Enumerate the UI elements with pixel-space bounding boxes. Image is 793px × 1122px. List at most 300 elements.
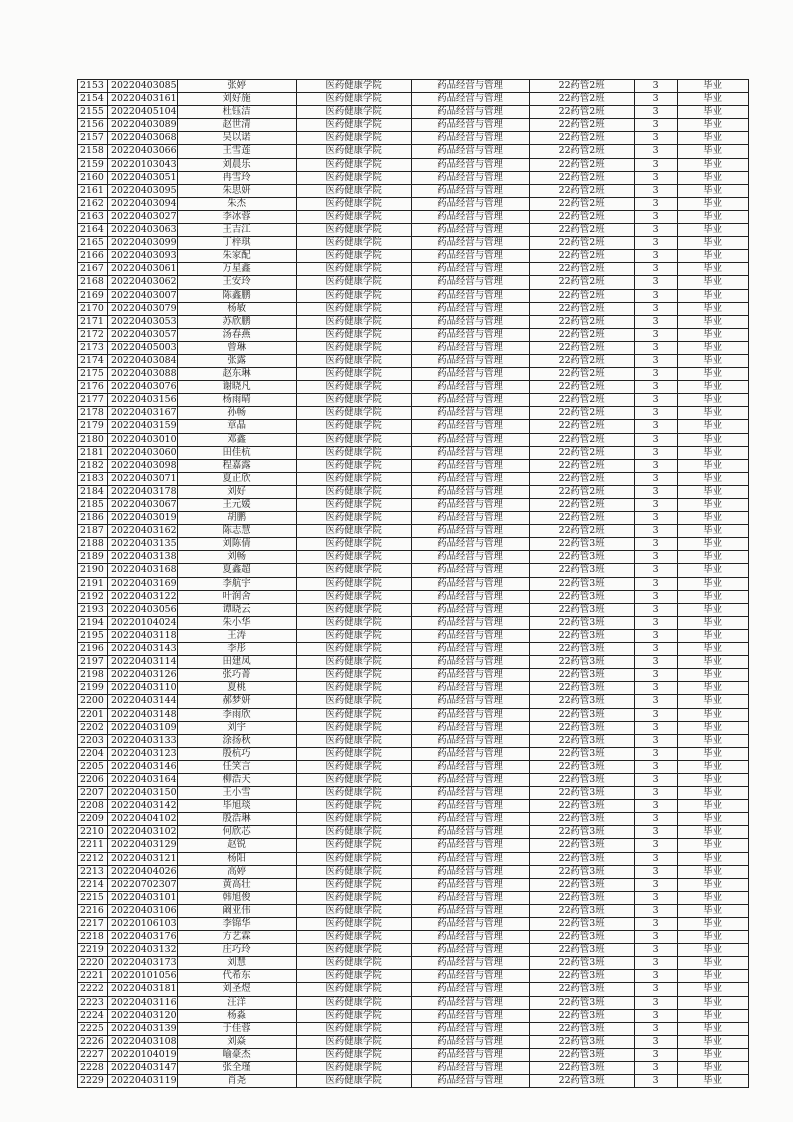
student-name-cell: 杜钰洁 (177, 106, 296, 119)
class-name-cell: 22药管2班 (529, 289, 634, 302)
graduation-status-cell: 毕业 (677, 787, 748, 800)
study-years-cell: 3 (634, 394, 677, 407)
study-years-cell: 3 (634, 276, 677, 289)
class-name-cell: 22药管3班 (529, 577, 634, 590)
row-number-cell: 2227 (78, 1048, 108, 1061)
college-cell: 医药健康学院 (296, 512, 411, 525)
major-cell: 药品经营与管理 (411, 603, 529, 616)
student-name-cell: 王小雪 (177, 787, 296, 800)
college-cell: 医药健康学院 (296, 760, 411, 773)
graduation-status-cell: 毕业 (677, 773, 748, 786)
college-cell: 医药健康学院 (296, 787, 411, 800)
row-number-cell: 2213 (78, 865, 108, 878)
major-cell: 药品经营与管理 (411, 237, 529, 250)
table-row (78, 957, 749, 970)
table-row (78, 197, 749, 210)
study-years-cell: 3 (634, 171, 677, 184)
college-cell: 医药健康学院 (296, 93, 411, 106)
student-id-cell: 20220403159 (108, 420, 178, 433)
graduation-status-cell: 毕业 (677, 446, 748, 459)
student-id-cell: 20220403106 (108, 904, 178, 917)
class-name-cell: 22药管3班 (529, 904, 634, 917)
major-cell: 药品经营与管理 (411, 80, 529, 93)
student-id-cell: 20220403101 (108, 891, 178, 904)
study-years-cell: 3 (634, 682, 677, 695)
table-row (78, 119, 749, 132)
major-cell: 药品经营与管理 (411, 944, 529, 957)
major-cell: 药品经营与管理 (411, 1075, 529, 1088)
study-years-cell: 3 (634, 931, 677, 944)
study-years-cell: 3 (634, 224, 677, 237)
graduation-status-cell: 毕业 (677, 931, 748, 944)
row-number-cell: 2162 (78, 197, 108, 210)
table-row (78, 158, 749, 171)
class-name-cell: 22药管2班 (529, 499, 634, 512)
row-number-cell: 2184 (78, 485, 108, 498)
graduation-status-cell: 毕业 (677, 1075, 748, 1088)
class-name-cell: 22药管3班 (529, 564, 634, 577)
row-number-cell: 2193 (78, 603, 108, 616)
student-id-cell: 20220403119 (108, 1075, 178, 1088)
row-number-cell: 2189 (78, 551, 108, 564)
study-years-cell: 3 (634, 119, 677, 132)
table-row (78, 512, 749, 525)
student-id-cell: 20220403178 (108, 485, 178, 498)
table-row (78, 184, 749, 197)
row-number-cell: 2159 (78, 158, 108, 171)
table-row (78, 839, 749, 852)
college-cell: 医药健康学院 (296, 80, 411, 93)
student-name-cell: 苏欣鹏 (177, 315, 296, 328)
student-id-cell: 20220403132 (108, 944, 178, 957)
study-years-cell: 3 (634, 106, 677, 119)
class-name-cell: 22药管3班 (529, 800, 634, 813)
major-cell: 药品经营与管理 (411, 263, 529, 276)
major-cell: 药品经营与管理 (411, 93, 529, 106)
college-cell: 医药健康学院 (296, 420, 411, 433)
college-cell: 医药健康学院 (296, 931, 411, 944)
class-name-cell: 22药管2班 (529, 512, 634, 525)
graduation-status-cell: 毕业 (677, 394, 748, 407)
major-cell: 药品经营与管理 (411, 276, 529, 289)
class-name-cell: 22药管3班 (529, 747, 634, 760)
class-name-cell: 22药管3班 (529, 1022, 634, 1035)
college-cell: 医药健康学院 (296, 957, 411, 970)
college-cell: 医药健康学院 (296, 197, 411, 210)
graduation-status-cell: 毕业 (677, 603, 748, 616)
row-number-cell: 2178 (78, 407, 108, 420)
class-name-cell: 22药管2班 (529, 315, 634, 328)
graduation-status-cell: 毕业 (677, 433, 748, 446)
student-name-cell: 夏鑫超 (177, 564, 296, 577)
table-row (78, 354, 749, 367)
graduation-status-cell: 毕业 (677, 106, 748, 119)
row-number-cell: 2182 (78, 459, 108, 472)
student-id-cell: 20220403109 (108, 721, 178, 734)
class-name-cell: 22药管2班 (529, 446, 634, 459)
graduation-status-cell: 毕业 (677, 1048, 748, 1061)
student-id-cell: 20220403060 (108, 446, 178, 459)
row-number-cell: 2194 (78, 616, 108, 629)
row-number-cell: 2199 (78, 682, 108, 695)
college-cell: 医药健康学院 (296, 472, 411, 485)
student-name-cell: 涂扬秋 (177, 734, 296, 747)
class-name-cell: 22药管3班 (529, 669, 634, 682)
college-cell: 医药健康学院 (296, 224, 411, 237)
study-years-cell: 3 (634, 263, 677, 276)
study-years-cell: 3 (634, 381, 677, 394)
study-years-cell: 3 (634, 957, 677, 970)
row-number-cell: 2214 (78, 878, 108, 891)
row-number-cell: 2177 (78, 394, 108, 407)
study-years-cell: 3 (634, 210, 677, 223)
graduation-status-cell: 毕业 (677, 826, 748, 839)
study-years-cell: 3 (634, 485, 677, 498)
graduation-status-cell: 毕业 (677, 918, 748, 931)
student-id-cell: 20220403084 (108, 354, 178, 367)
student-id-cell: 20220403110 (108, 682, 178, 695)
graduation-status-cell: 毕业 (677, 289, 748, 302)
student-id-cell: 20220405003 (108, 341, 178, 354)
class-name-cell: 22药管3班 (529, 734, 634, 747)
student-id-cell: 20220403150 (108, 787, 178, 800)
study-years-cell: 3 (634, 1035, 677, 1048)
student-name-cell: 谭晓云 (177, 603, 296, 616)
table-row (78, 1062, 749, 1075)
row-number-cell: 2174 (78, 354, 108, 367)
table-row (78, 826, 749, 839)
table-row (78, 315, 749, 328)
table-row (78, 787, 749, 800)
student-id-cell: 20220101056 (108, 970, 178, 983)
major-cell: 药品经营与管理 (411, 525, 529, 538)
table-row (78, 747, 749, 760)
student-id-cell: 20220403068 (108, 132, 178, 145)
graduation-status-cell: 毕业 (677, 747, 748, 760)
table-row (78, 878, 749, 891)
student-name-cell: 庄巧玲 (177, 944, 296, 957)
table-row (78, 368, 749, 381)
major-cell: 药品经营与管理 (411, 210, 529, 223)
class-name-cell: 22药管3班 (529, 787, 634, 800)
table-row (78, 433, 749, 446)
student-name-cell: 王涛 (177, 629, 296, 642)
student-name-cell: 黄高壮 (177, 878, 296, 891)
study-years-cell: 3 (634, 747, 677, 760)
study-years-cell: 3 (634, 800, 677, 813)
row-number-cell: 2219 (78, 944, 108, 957)
table-row (78, 656, 749, 669)
student-name-cell: 于佳蓉 (177, 1022, 296, 1035)
student-id-cell: 20220403133 (108, 734, 178, 747)
college-cell: 医药健康学院 (296, 171, 411, 184)
graduation-status-cell: 毕业 (677, 263, 748, 276)
student-name-cell: 汪洋 (177, 996, 296, 1009)
class-name-cell: 22药管2班 (529, 210, 634, 223)
major-cell: 药品经营与管理 (411, 302, 529, 315)
graduation-status-cell: 毕业 (677, 538, 748, 551)
major-cell: 药品经营与管理 (411, 656, 529, 669)
table-row (78, 813, 749, 826)
table-row (78, 420, 749, 433)
graduation-status-cell: 毕业 (677, 459, 748, 472)
major-cell: 药品经营与管理 (411, 931, 529, 944)
graduation-status-cell: 毕业 (677, 472, 748, 485)
college-cell: 医药健康学院 (296, 407, 411, 420)
study-years-cell: 3 (634, 983, 677, 996)
student-name-cell: 夏正欣 (177, 472, 296, 485)
study-years-cell: 3 (634, 669, 677, 682)
college-cell: 医药健康学院 (296, 603, 411, 616)
college-cell: 医药健康学院 (296, 734, 411, 747)
table-row (78, 302, 749, 315)
student-id-cell: 20220403169 (108, 577, 178, 590)
college-cell: 医药健康学院 (296, 747, 411, 760)
row-number-cell: 2185 (78, 499, 108, 512)
study-years-cell: 3 (634, 145, 677, 158)
college-cell: 医药健康学院 (296, 381, 411, 394)
row-number-cell: 2191 (78, 577, 108, 590)
study-years-cell: 3 (634, 512, 677, 525)
table-row (78, 237, 749, 250)
study-years-cell: 3 (634, 368, 677, 381)
table-row (78, 106, 749, 119)
college-cell: 医药健康学院 (296, 839, 411, 852)
class-name-cell: 22药管2班 (529, 237, 634, 250)
class-name-cell: 22药管2班 (529, 394, 634, 407)
graduation-status-cell: 毕业 (677, 878, 748, 891)
graduation-status-cell: 毕业 (677, 80, 748, 93)
study-years-cell: 3 (634, 891, 677, 904)
class-name-cell: 22药管2班 (529, 276, 634, 289)
student-name-cell: 张全瑾 (177, 1062, 296, 1075)
college-cell: 医药健康学院 (296, 721, 411, 734)
row-number-cell: 2216 (78, 904, 108, 917)
study-years-cell: 3 (634, 760, 677, 773)
major-cell: 药品经营与管理 (411, 616, 529, 629)
class-name-cell: 22药管3班 (529, 983, 634, 996)
student-id-cell: 20220403079 (108, 302, 178, 315)
student-id-cell: 20220403089 (108, 119, 178, 132)
student-id-cell: 20220403076 (108, 381, 178, 394)
graduation-status-cell: 毕业 (677, 1062, 748, 1075)
study-years-cell: 3 (634, 826, 677, 839)
graduation-status-cell: 毕业 (677, 708, 748, 721)
major-cell: 药品经营与管理 (411, 708, 529, 721)
major-cell: 药品经营与管理 (411, 747, 529, 760)
table-row (78, 760, 749, 773)
study-years-cell: 3 (634, 590, 677, 603)
college-cell: 医药健康学院 (296, 158, 411, 171)
major-cell: 药品经营与管理 (411, 996, 529, 1009)
student-name-cell: 高婷 (177, 865, 296, 878)
graduation-status-cell: 毕业 (677, 224, 748, 237)
study-years-cell: 3 (634, 656, 677, 669)
class-name-cell: 22药管2班 (529, 93, 634, 106)
student-name-cell: 殷杭巧 (177, 747, 296, 760)
graduation-status-cell: 毕业 (677, 197, 748, 210)
class-name-cell: 22药管3班 (529, 865, 634, 878)
student-name-cell: 刘畅 (177, 551, 296, 564)
row-number-cell: 2176 (78, 381, 108, 394)
student-id-cell: 20220403067 (108, 499, 178, 512)
row-number-cell: 2205 (78, 760, 108, 773)
student-name-cell: 朱家配 (177, 250, 296, 263)
class-name-cell: 22药管3班 (529, 708, 634, 721)
table-row (78, 695, 749, 708)
student-id-cell: 20220403027 (108, 210, 178, 223)
row-number-cell: 2192 (78, 590, 108, 603)
major-cell: 药品经营与管理 (411, 695, 529, 708)
graduation-status-cell: 毕业 (677, 381, 748, 394)
study-years-cell: 3 (634, 93, 677, 106)
study-years-cell: 3 (634, 354, 677, 367)
student-id-cell: 20220403118 (108, 629, 178, 642)
student-name-cell: 谢晓凡 (177, 381, 296, 394)
college-cell: 医药健康学院 (296, 1009, 411, 1022)
class-name-cell: 22药管2班 (529, 472, 634, 485)
student-name-cell: 章晶 (177, 420, 296, 433)
row-number-cell: 2209 (78, 813, 108, 826)
table-row (78, 800, 749, 813)
major-cell: 药品经营与管理 (411, 197, 529, 210)
row-number-cell: 2156 (78, 119, 108, 132)
row-number-cell: 2165 (78, 237, 108, 250)
row-number-cell: 2208 (78, 800, 108, 813)
student-id-cell: 20220403088 (108, 368, 178, 381)
class-name-cell: 22药管3班 (529, 616, 634, 629)
college-cell: 医药健康学院 (296, 551, 411, 564)
student-id-cell: 20220404026 (108, 865, 178, 878)
college-cell: 医药健康学院 (296, 184, 411, 197)
class-name-cell: 22药管3班 (529, 852, 634, 865)
row-number-cell: 2168 (78, 276, 108, 289)
table-row (78, 1009, 749, 1022)
row-number-cell: 2228 (78, 1062, 108, 1075)
row-number-cell: 2183 (78, 472, 108, 485)
student-id-cell: 20220403019 (108, 512, 178, 525)
table-row (78, 643, 749, 656)
major-cell: 药品经营与管理 (411, 970, 529, 983)
study-years-cell: 3 (634, 420, 677, 433)
student-name-cell: 丁梓琪 (177, 237, 296, 250)
row-number-cell: 2229 (78, 1075, 108, 1088)
college-cell: 医药健康学院 (296, 800, 411, 813)
major-cell: 药品经营与管理 (411, 813, 529, 826)
study-years-cell: 3 (634, 459, 677, 472)
major-cell: 药品经营与管理 (411, 328, 529, 341)
graduation-status-cell: 毕业 (677, 891, 748, 904)
table-row (78, 944, 749, 957)
student-name-cell: 毕旭琰 (177, 800, 296, 813)
table-row (78, 865, 749, 878)
table-row (78, 1048, 749, 1061)
student-id-cell: 20220403139 (108, 1022, 178, 1035)
row-number-cell: 2218 (78, 931, 108, 944)
table-row (78, 891, 749, 904)
college-cell: 医药健康学院 (296, 1035, 411, 1048)
graduation-status-cell: 毕业 (677, 328, 748, 341)
study-years-cell: 3 (634, 734, 677, 747)
row-number-cell: 2173 (78, 341, 108, 354)
study-years-cell: 3 (634, 878, 677, 891)
graduation-status-cell: 毕业 (677, 682, 748, 695)
table-row (78, 918, 749, 931)
row-number-cell: 2215 (78, 891, 108, 904)
student-id-cell: 20220403061 (108, 263, 178, 276)
study-years-cell: 3 (634, 538, 677, 551)
major-cell: 药品经营与管理 (411, 145, 529, 158)
row-number-cell: 2200 (78, 695, 108, 708)
student-name-cell: 王安玲 (177, 276, 296, 289)
row-number-cell: 2170 (78, 302, 108, 315)
study-years-cell: 3 (634, 787, 677, 800)
student-id-cell: 20220403168 (108, 564, 178, 577)
student-name-cell: 肖尧 (177, 1075, 296, 1088)
major-cell: 药品经营与管理 (411, 499, 529, 512)
graduation-status-cell: 毕业 (677, 695, 748, 708)
student-name-cell: 刘宇 (177, 721, 296, 734)
student-id-cell: 20220405104 (108, 106, 178, 119)
student-name-cell: 田佳杭 (177, 446, 296, 459)
major-cell: 药品经营与管理 (411, 839, 529, 852)
college-cell: 医药健康学院 (296, 904, 411, 917)
graduation-status-cell: 毕业 (677, 839, 748, 852)
class-name-cell: 22药管2班 (529, 106, 634, 119)
class-name-cell: 22药管3班 (529, 891, 634, 904)
class-name-cell: 22药管3班 (529, 551, 634, 564)
college-cell: 医药健康学院 (296, 996, 411, 1009)
graduation-status-cell: 毕业 (677, 368, 748, 381)
graduation-status-cell: 毕业 (677, 656, 748, 669)
graduation-status-cell: 毕业 (677, 551, 748, 564)
table-row (78, 132, 749, 145)
table-row (78, 970, 749, 983)
table-row (78, 446, 749, 459)
study-years-cell: 3 (634, 721, 677, 734)
class-name-cell: 22药管2班 (529, 119, 634, 132)
row-number-cell: 2206 (78, 773, 108, 786)
college-cell: 医药健康学院 (296, 525, 411, 538)
college-cell: 医药健康学院 (296, 499, 411, 512)
student-id-cell: 20220403114 (108, 656, 178, 669)
student-id-cell: 20220403120 (108, 1009, 178, 1022)
study-years-cell: 3 (634, 184, 677, 197)
study-years-cell: 3 (634, 132, 677, 145)
row-number-cell: 2226 (78, 1035, 108, 1048)
study-years-cell: 3 (634, 525, 677, 538)
row-number-cell: 2180 (78, 433, 108, 446)
student-name-cell: 万星鑫 (177, 263, 296, 276)
major-cell: 药品经营与管理 (411, 171, 529, 184)
table-row (78, 773, 749, 786)
major-cell: 药品经营与管理 (411, 132, 529, 145)
major-cell: 药品经营与管理 (411, 289, 529, 302)
student-id-cell: 20220104024 (108, 616, 178, 629)
class-name-cell: 22药管3班 (529, 721, 634, 734)
college-cell: 医药健康学院 (296, 106, 411, 119)
table-row (78, 682, 749, 695)
study-years-cell: 3 (634, 158, 677, 171)
study-years-cell: 3 (634, 918, 677, 931)
study-years-cell: 3 (634, 197, 677, 210)
student-name-cell: 田建凤 (177, 656, 296, 669)
row-number-cell: 2195 (78, 629, 108, 642)
graduation-status-cell: 毕业 (677, 590, 748, 603)
table-row (78, 459, 749, 472)
class-name-cell: 22药管2班 (529, 184, 634, 197)
class-name-cell: 22药管2班 (529, 158, 634, 171)
